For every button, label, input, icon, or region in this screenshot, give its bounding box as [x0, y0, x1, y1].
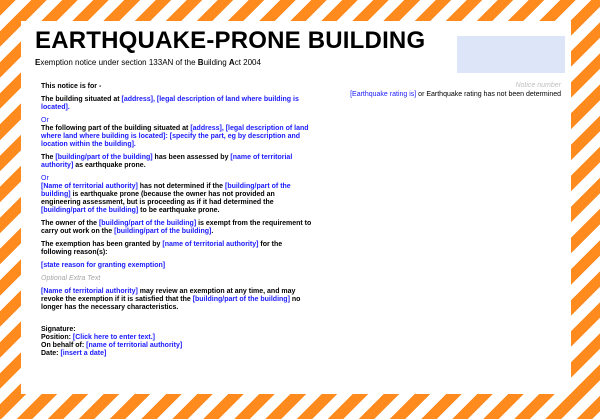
granted-text-2: for the following reason(s):	[41, 241, 283, 256]
exempt-building-placeholder-1[interactable]: [building/part of the building]	[98, 220, 197, 227]
assessed-building-placeholder[interactable]: [building/part of the building]	[55, 154, 153, 161]
nd-authority-placeholder[interactable]: [Name of territorial authority]	[41, 183, 138, 190]
rating-placeholder[interactable]: [Earthquake rating is]	[350, 91, 417, 98]
or-label-2: Or	[41, 175, 49, 182]
assessed-authority-placeholder[interactable]: [name of territorial authority]	[41, 154, 293, 169]
exempt-building-placeholder-2[interactable]: [building/part of the building]	[114, 228, 212, 235]
address-placeholder[interactable]: [address], [legal description of land where building is located].	[41, 96, 299, 111]
review-text-2: no longer has the necessary characteristics.	[41, 296, 301, 311]
signature-block	[41, 326, 313, 358]
subtitle-part-3: ct 2004	[234, 58, 261, 67]
reason-placeholder[interactable]: [state reason for granting exemption]	[41, 262, 166, 269]
notice-panel	[21, 21, 571, 394]
nd-text-2: is earthquake prone (because the owner has not provided an engineering assessment, but is proceeding as if it had determined the	[41, 191, 275, 206]
subtitle-part-2: uilding	[203, 58, 229, 67]
granted-text-1: The exemption has been granted by	[41, 241, 163, 248]
page-title: EARTHQUAKE-PRONE BUILDING	[35, 27, 426, 54]
nd-text-1: has not determined if the	[137, 183, 225, 190]
review-text-1: may review an exemption at any time, and may revoke the exemption if it is satisfied that the	[41, 288, 296, 303]
notice-for-label: This notice is for -	[41, 83, 102, 90]
position-placeholder[interactable]: [Click here to enter text.]	[72, 334, 155, 341]
nd-building-placeholder-1[interactable]: [building/part of the building]	[41, 183, 291, 198]
reason-paragraph	[41, 262, 313, 270]
nd-building-placeholder-2[interactable]: [building/part of the building]	[41, 207, 139, 214]
optional-extra-text[interactable]: Optional Extra Text	[41, 275, 101, 282]
notice-body	[41, 83, 313, 358]
assessed-text-1: The	[41, 154, 56, 161]
granted-paragraph	[41, 241, 313, 257]
exempt-text-2: is exempt from the requirement to carry out work on the	[41, 220, 312, 235]
assessed-text-3: as earthquake prone.	[73, 162, 146, 169]
behalf-label: On behalf of:	[41, 342, 87, 349]
exempt-text-3: .	[211, 228, 214, 235]
subtitle-part-1: xemption notice under section 133AN of the	[40, 58, 198, 67]
position-label: Position:	[41, 334, 73, 341]
earthquake-rating	[350, 91, 561, 98]
date-label: Date:	[41, 350, 61, 357]
building-paragraph	[41, 96, 313, 112]
building-part-paragraph	[41, 125, 313, 149]
assessed-text-2: has been assessed by	[152, 154, 231, 161]
review-building-placeholder[interactable]: [building/part of the building]	[192, 296, 290, 303]
subtitle-initial-a: A	[228, 58, 235, 67]
or-label-1: Or	[41, 117, 49, 124]
nd-text-3: to be earthquake prone.	[138, 207, 220, 214]
logo-placeholder[interactable]	[457, 36, 565, 73]
date-placeholder[interactable]: [insert a date]	[60, 350, 107, 357]
not-determined-paragraph	[41, 183, 313, 215]
page-subtitle	[35, 58, 261, 67]
part-address-placeholder[interactable]: [address], [legal description of land where land where building is located]: [specify the part, eg by description and location within the building].	[41, 125, 309, 148]
review-paragraph	[41, 288, 313, 312]
exempt-text-1: The owner of the	[41, 220, 99, 227]
behalf-placeholder[interactable]: [name of territorial authority]	[86, 342, 183, 349]
position-line	[41, 334, 313, 342]
assessed-paragraph	[41, 154, 313, 170]
building-text: The building situated at	[41, 96, 122, 103]
behalf-line	[41, 342, 313, 350]
signature-label: Signature:	[41, 326, 76, 333]
subtitle-initial-e: E	[35, 58, 41, 67]
building-part-text: The following part of the building situated at	[41, 125, 191, 132]
review-authority-placeholder[interactable]: [Name of territorial authority]	[41, 288, 138, 295]
rating-text: or Earthquake rating has not been determined	[416, 91, 561, 98]
exempt-paragraph	[41, 220, 313, 236]
notice-number-field[interactable]: Notice number	[515, 82, 561, 89]
date-line	[41, 350, 313, 358]
subtitle-initial-b: B	[197, 58, 204, 67]
granted-authority-placeholder[interactable]: [name of territorial authority]	[162, 241, 259, 248]
